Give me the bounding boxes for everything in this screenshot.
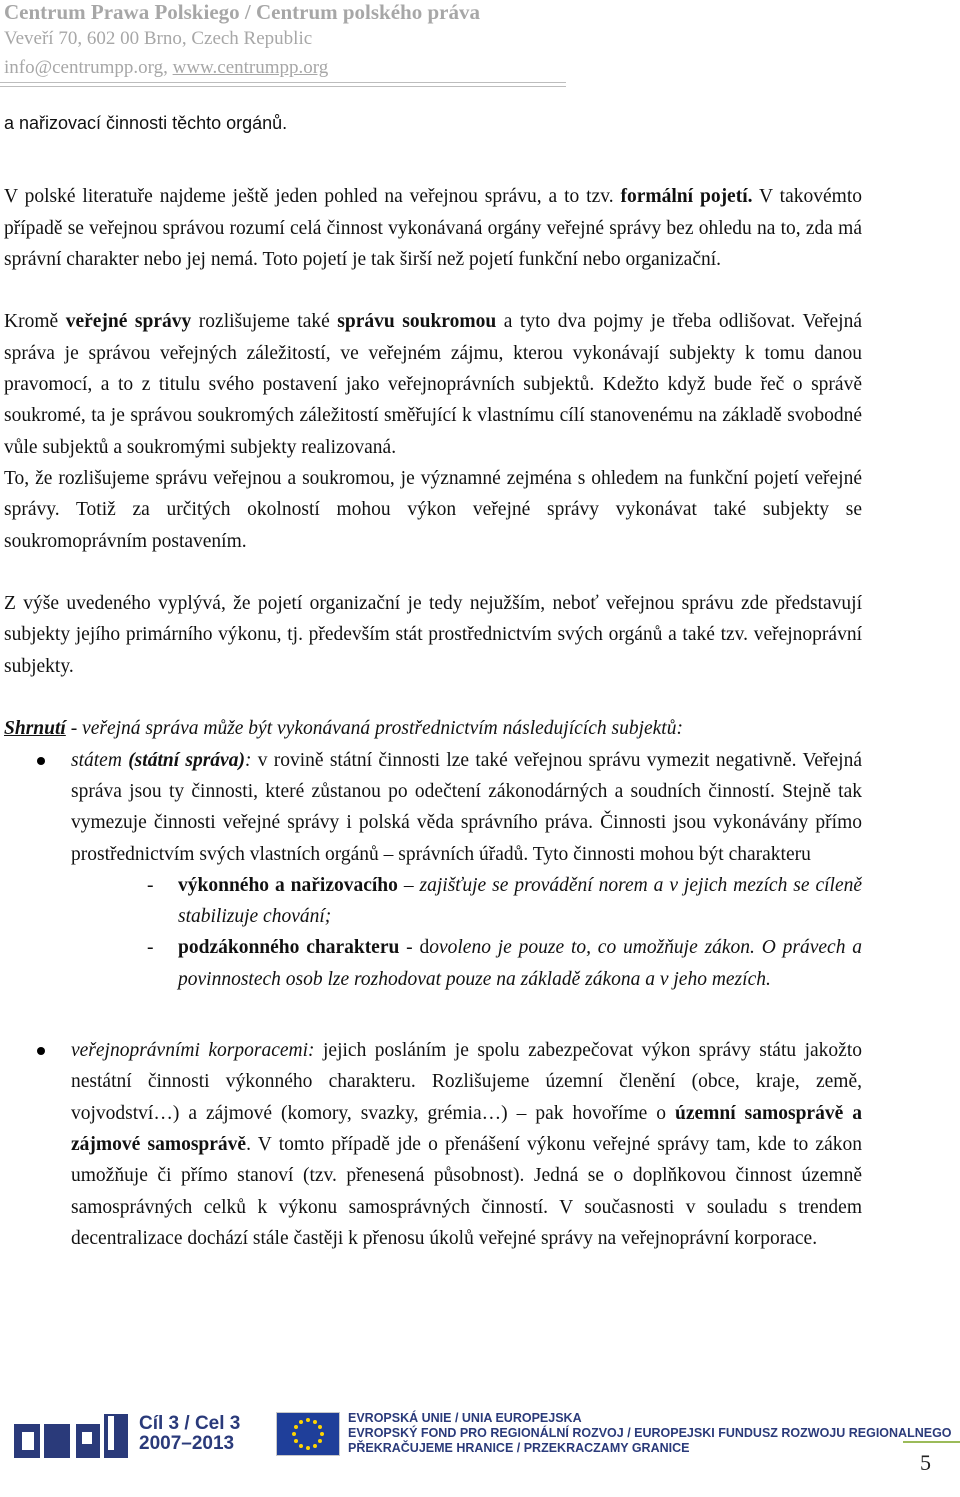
paragraph-5: Z výše uvedeného vyplývá, že pojetí organizační je tedy nejužším, neboť veřejnou správu zde představují subjekty jejího primárního výkonu, tj. především stát prostřednictvím svých orgánů a také tzv. veřejnoprávní subjekty. <box>4 593 862 677</box>
letterhead <box>4 0 566 82</box>
page-number-rule <box>903 1441 960 1443</box>
sub-list-item: - podzákonného charakteru - dovoleno je pouze to, co umožňuje zákon. O právech a povinnostech osob lze rozhodovat pouze na základě zákona a v jeho mezích. <box>4 932 862 995</box>
list-item: veřejnoprávními korporacemi: jejich posláním je spolu zabezpečovat výkon správy státu jakožto nestátní činnosti výkonného charakteru. Rozlišujeme územní členění (obce, kraje, země, vojvodství…) a zájmové (komory, svazky, grémia…) – pak hovoříme o územní samosprávě a zájmové samosprávě. V tomto případě jde o přenášení výkonu veřejné správy tam, kde to zákon umožňuje či přímo stanoví (tzv. přenesená působnost). Jedná se o doplňkovou činnost územně samosprávných celků k výkonu samosprávných činností. V současnosti v souladu s trendem decentralizace dochází stále častěji k přenosu úkolů veřejné správy na veřejnoprávní korporace. <box>4 1035 862 1254</box>
header-divider <box>0 82 566 87</box>
website-link[interactable]: www.centrumpp.org <box>172 57 329 78</box>
bullet-icon <box>37 757 45 765</box>
cil-goal-label: Cíl 3 / Cel 3 2007–2013 <box>139 1413 241 1454</box>
list-item: státem (státní správa): v rovině státní činnosti lze také veřejnou správu vymezit negativně. Veřejná správa jsou ty činnosti, které zůstanou po odečtení zákonodárných a soudních činností. Stejně tak vymezuje činnosti veřejné správy i polská věda správního práva. Činnosti jsou vykonávány přímo prostřednictvím svých vlastních orgánů – správních úřadů. Tyto činnosti mohou být charakteru <box>4 745 862 870</box>
org-name: Centrum Prawa Polskiego / Centrum polského práva <box>4 0 480 24</box>
page-number: 5 <box>920 1450 931 1475</box>
footer <box>0 1406 960 1497</box>
paragraph-1: a nařizovací činnosti těchto orgánů. <box>4 113 288 133</box>
paragraph-4: To, že rozlišujeme správu veřejnou a soukromou, je významné zejména s ohledem na funkční pojetí veřejné správy. Totiž za určitých okolností mohou výkon veřejné správy vykonávat také subjekty se soukromoprávním postavením. <box>4 467 862 552</box>
email-text: info@centrumpp.org <box>4 57 164 78</box>
paragraph-3: Kromě veřejné správy rozlišujeme také správu soukromou a tyto dva pojmy je třeba odlišovat. Veřejná správa je správou veřejných záležitostí, ve veřejném zájmu, kterou vykonávají subjekty k tomu danou pravomocí, a to z titulu svého postavení jako veřejnoprávních subjektů. Kdežto když bude řeč o správě soukromé, ta je správou soukromých záležitostí směřující k vlastnímu cílí stanovenému na základě svobodné vůle subjektů a soukromými subjekty realizovaná. <box>4 311 862 458</box>
bullet-icon <box>37 1047 45 1055</box>
org-address: Veveří 70, 602 00 Brno, Czech Republic <box>4 28 313 49</box>
document-body <box>4 96 862 1254</box>
dash-marker: - <box>147 937 154 959</box>
dash-marker: - <box>147 874 154 896</box>
eu-funding-notice: EVROPSKÁ UNIE / UNIA EUROPEJSKA EVROPSKÝ FOND PRO REGIONÁLNÍ ROZVOJ / EUROPEJSKI FUNDUSZ ROZWOJU REGIONALNEGO PŘEKRAČUJEME HRANICE / PRZEKRACZAMY GRANICE <box>348 1411 952 1455</box>
czpl-logo <box>14 1412 132 1460</box>
org-contact: info@centrumpp.org, www.centrumpp.org <box>4 57 329 78</box>
formal-concept-term: formální pojetí. <box>620 186 753 208</box>
sub-list-item: - výkonného a nařizovacího – zajišťuje se provádění norem a v jejich mezích se cíleně stabilizuje chování; <box>4 870 862 933</box>
paragraph-2: V polské literatuře najdeme ještě jeden pohled na veřejnou správu, a to tzv. formální pojetí. V takovémto případě se veřejnou správou rozumí celá činnost vykonávaná orgány veřejné správy bez ohledu na to, zda má správní charakter nebo jej nemá. Toto pojetí je tak širší než pojetí funkční nebo organizační. <box>4 186 862 270</box>
eu-flag-icon <box>276 1412 340 1456</box>
summary-heading: Shrnutí - veřejná správa může být vykonávaná prostřednictvím následujících subjektů: <box>4 718 683 740</box>
